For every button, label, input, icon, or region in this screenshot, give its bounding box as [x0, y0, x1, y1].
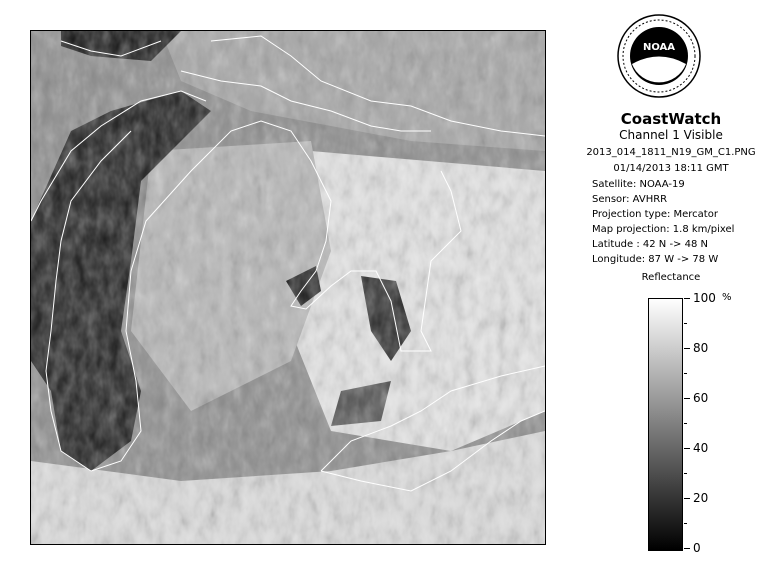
- latitude-label: Latitude : 42 N -> 48 N: [592, 239, 708, 250]
- map-projection-label: Map projection: 1.8 km/pixel: [592, 224, 735, 235]
- colorbar-tick-label: 100: [693, 291, 716, 305]
- colorbar-minor-tick: [684, 523, 687, 524]
- colorbar-unit: %: [722, 292, 732, 303]
- colorbar-minor-tick: [684, 373, 687, 374]
- satellite-label: Satellite: NOAA-19: [592, 179, 685, 190]
- filename-label: 2013_014_1811_N19_GM_C1.PNG: [586, 147, 756, 158]
- colorbar-tick-label: 60: [693, 391, 709, 405]
- colorbar-minor-tick: [684, 423, 687, 424]
- logo-text: NOAA: [642, 42, 676, 53]
- colorbar-title: Reflectance: [641, 272, 701, 283]
- reflectance-colorbar: [648, 298, 683, 551]
- colorbar-tick: [684, 298, 690, 299]
- satellite-map[interactable]: [30, 30, 546, 545]
- datetime-label: 01/14/2013 18:11 GMT: [613, 163, 729, 174]
- colorbar-tick-label: 80: [693, 341, 709, 355]
- longitude-label: Longitude: 87 W -> 78 W: [592, 254, 719, 265]
- projection-type-label: Projection type: Mercator: [592, 209, 718, 220]
- product-title: CoastWatch: [620, 110, 722, 128]
- colorbar-tick: [684, 548, 690, 549]
- colorbar-minor-tick: [684, 323, 687, 324]
- colorbar-tick-label: 20: [693, 491, 709, 505]
- sensor-label: Sensor: AVHRR: [592, 194, 668, 205]
- colorbar-tick: [684, 398, 690, 399]
- colorbar-tick: [684, 498, 690, 499]
- colorbar-minor-tick: [684, 473, 687, 474]
- cloud-texture: [31, 31, 545, 544]
- colorbar-tick: [684, 348, 690, 349]
- colorbar-tick-label: 0: [693, 541, 701, 555]
- colorbar-tick: [684, 448, 690, 449]
- channel-label: Channel 1 Visible: [619, 128, 723, 142]
- noaa-logo-icon: [617, 14, 701, 98]
- colorbar-tick-label: 40: [693, 441, 709, 455]
